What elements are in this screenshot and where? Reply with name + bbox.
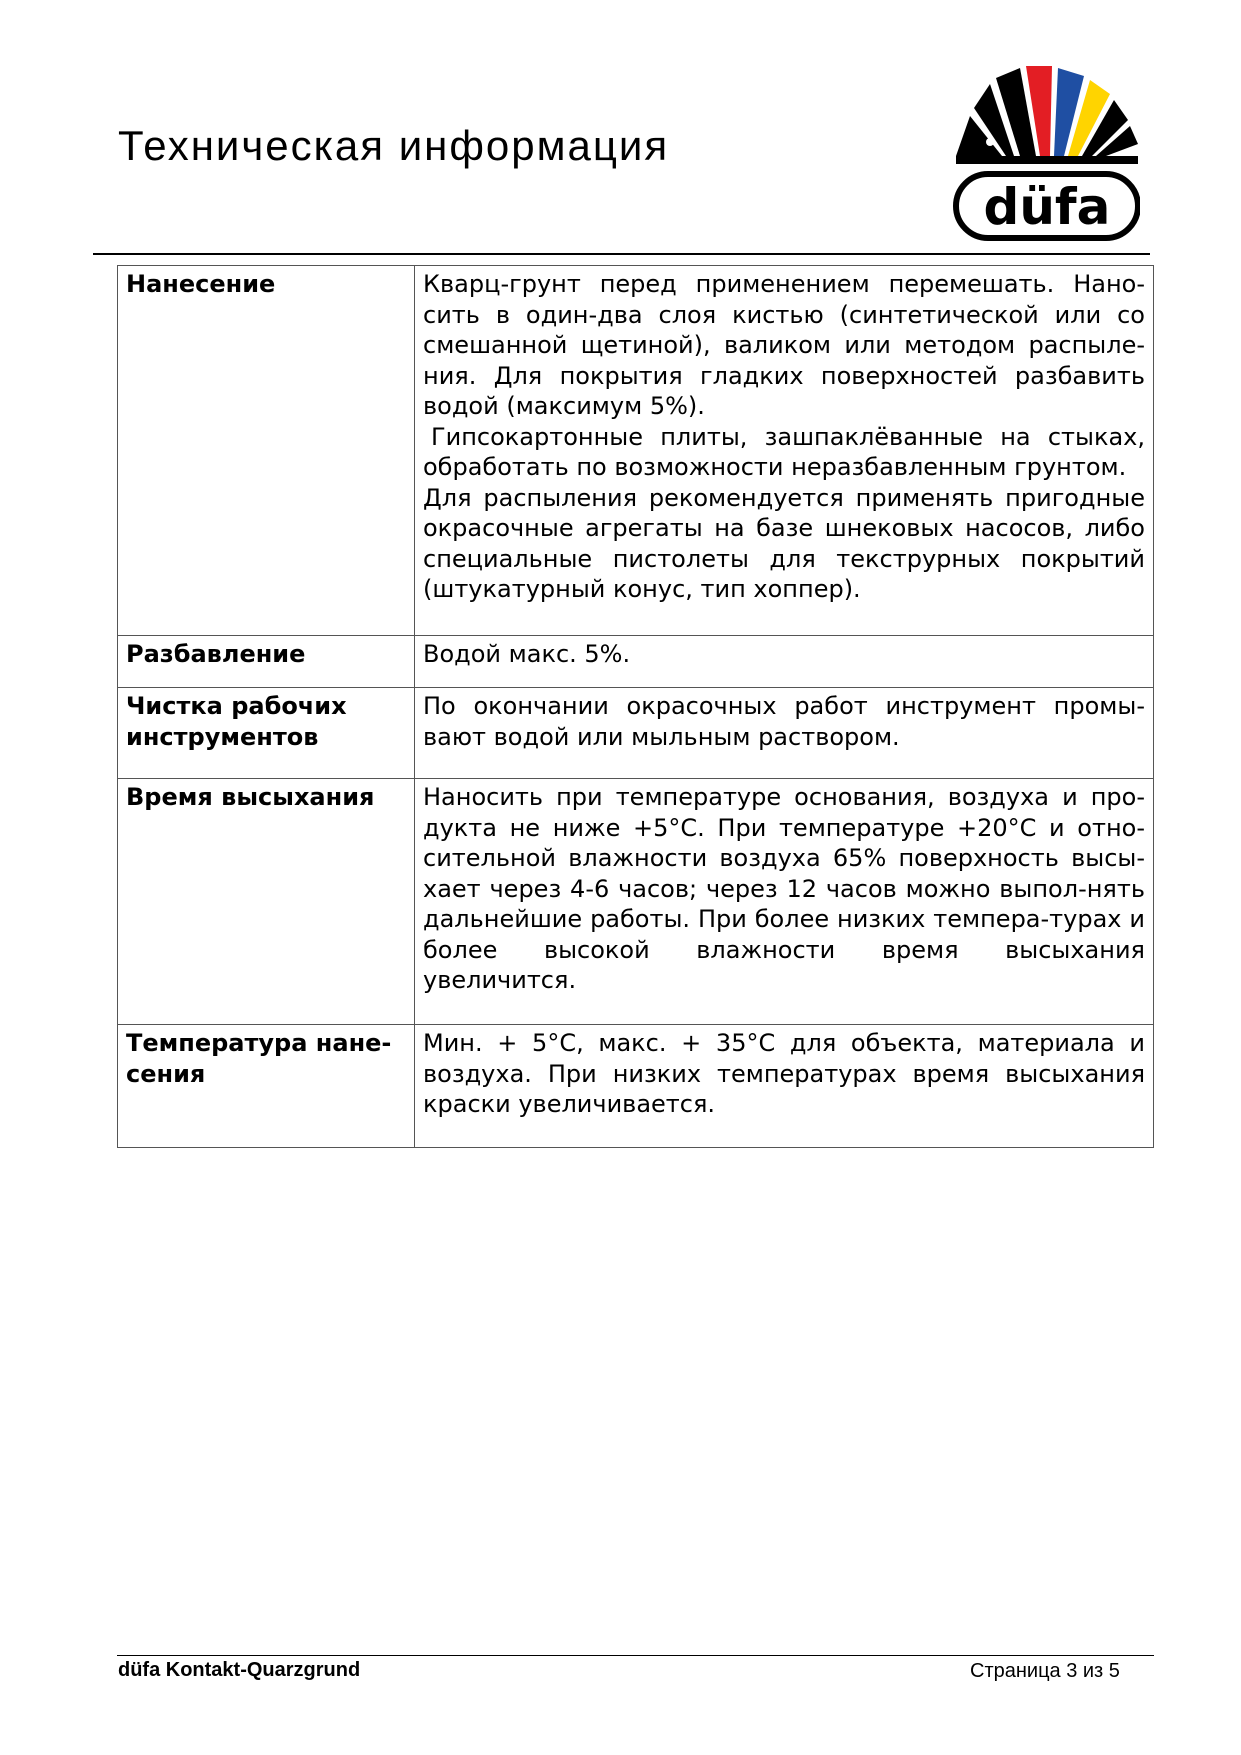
- row-value: Водой макс. 5%.: [415, 636, 1154, 688]
- row-value: По окончании окрасочных работ инструмент промы-вают водой или мыльным раствором.: [415, 688, 1154, 779]
- page-title: Техническая информация: [118, 122, 670, 169]
- value-paragraph: Кварц-грунт перед применением перемешать. Нано-сить в один-два слоя кистью (синтетической или со смешанной щетиной), валиком или методом распыле-ния. Для покрытия гладких поверхностей разбавить водой (максимум 5%).: [423, 270, 1145, 420]
- row-label: Время высыхания: [118, 779, 415, 1025]
- table-row: [118, 779, 1154, 1025]
- row-label: Разбавление: [118, 636, 415, 688]
- table-row: [118, 636, 1154, 688]
- table-row: [118, 688, 1154, 779]
- header-divider: [93, 253, 1150, 255]
- spec-table: [117, 265, 1154, 1148]
- row-label: Температура нане-сения: [118, 1025, 415, 1148]
- value-paragraph: Гипсокартонные плиты, зашпаклёванные на стыках, обработать по возможности неразбавленным грунтом.: [423, 422, 1145, 481]
- value-paragraph: Для распыления рекомендуется применять пригодные окрасочные агрегаты на базе шнековых насосов, либо специальные пистолеты для текструрных покрытий (штукатурный конус, тип хоппер).: [423, 483, 1145, 603]
- dufa-logo: [950, 64, 1140, 242]
- table-row: [118, 1025, 1154, 1148]
- fan-eye: [986, 138, 994, 146]
- row-label: Чистка рабочих инструментов: [118, 688, 415, 779]
- row-value: [415, 266, 1154, 636]
- footer-page-number: Страница 3 из 5: [970, 1660, 1120, 1682]
- fan-base: [956, 156, 1138, 164]
- row-value: Наносить при температуре основания, воздуха и про-дукта не ниже +5°С. При температуре +20°С и отно-сительной влажности воздуха 65% поверхность высы-хает через 4-6 часов; через 12 часов можно выпол-нять дальнейшие работы. При более низких темпера-турах и более высокой влажности время высыхания увеличится.: [415, 779, 1154, 1025]
- logo-text: düfa: [983, 178, 1111, 236]
- table-row: [118, 266, 1154, 636]
- row-value: Мин. + 5°С, макс. + 35°С для объекта, материала и воздуха. При низких температурах время высыхания краски увеличивается.: [415, 1025, 1154, 1148]
- footer-product-name: düfa Kontakt-Quarzgrund: [118, 1659, 361, 1681]
- row-label: Нанесение: [118, 266, 415, 636]
- logo-fan-icon: [956, 66, 1138, 164]
- footer-divider: [117, 1655, 1154, 1656]
